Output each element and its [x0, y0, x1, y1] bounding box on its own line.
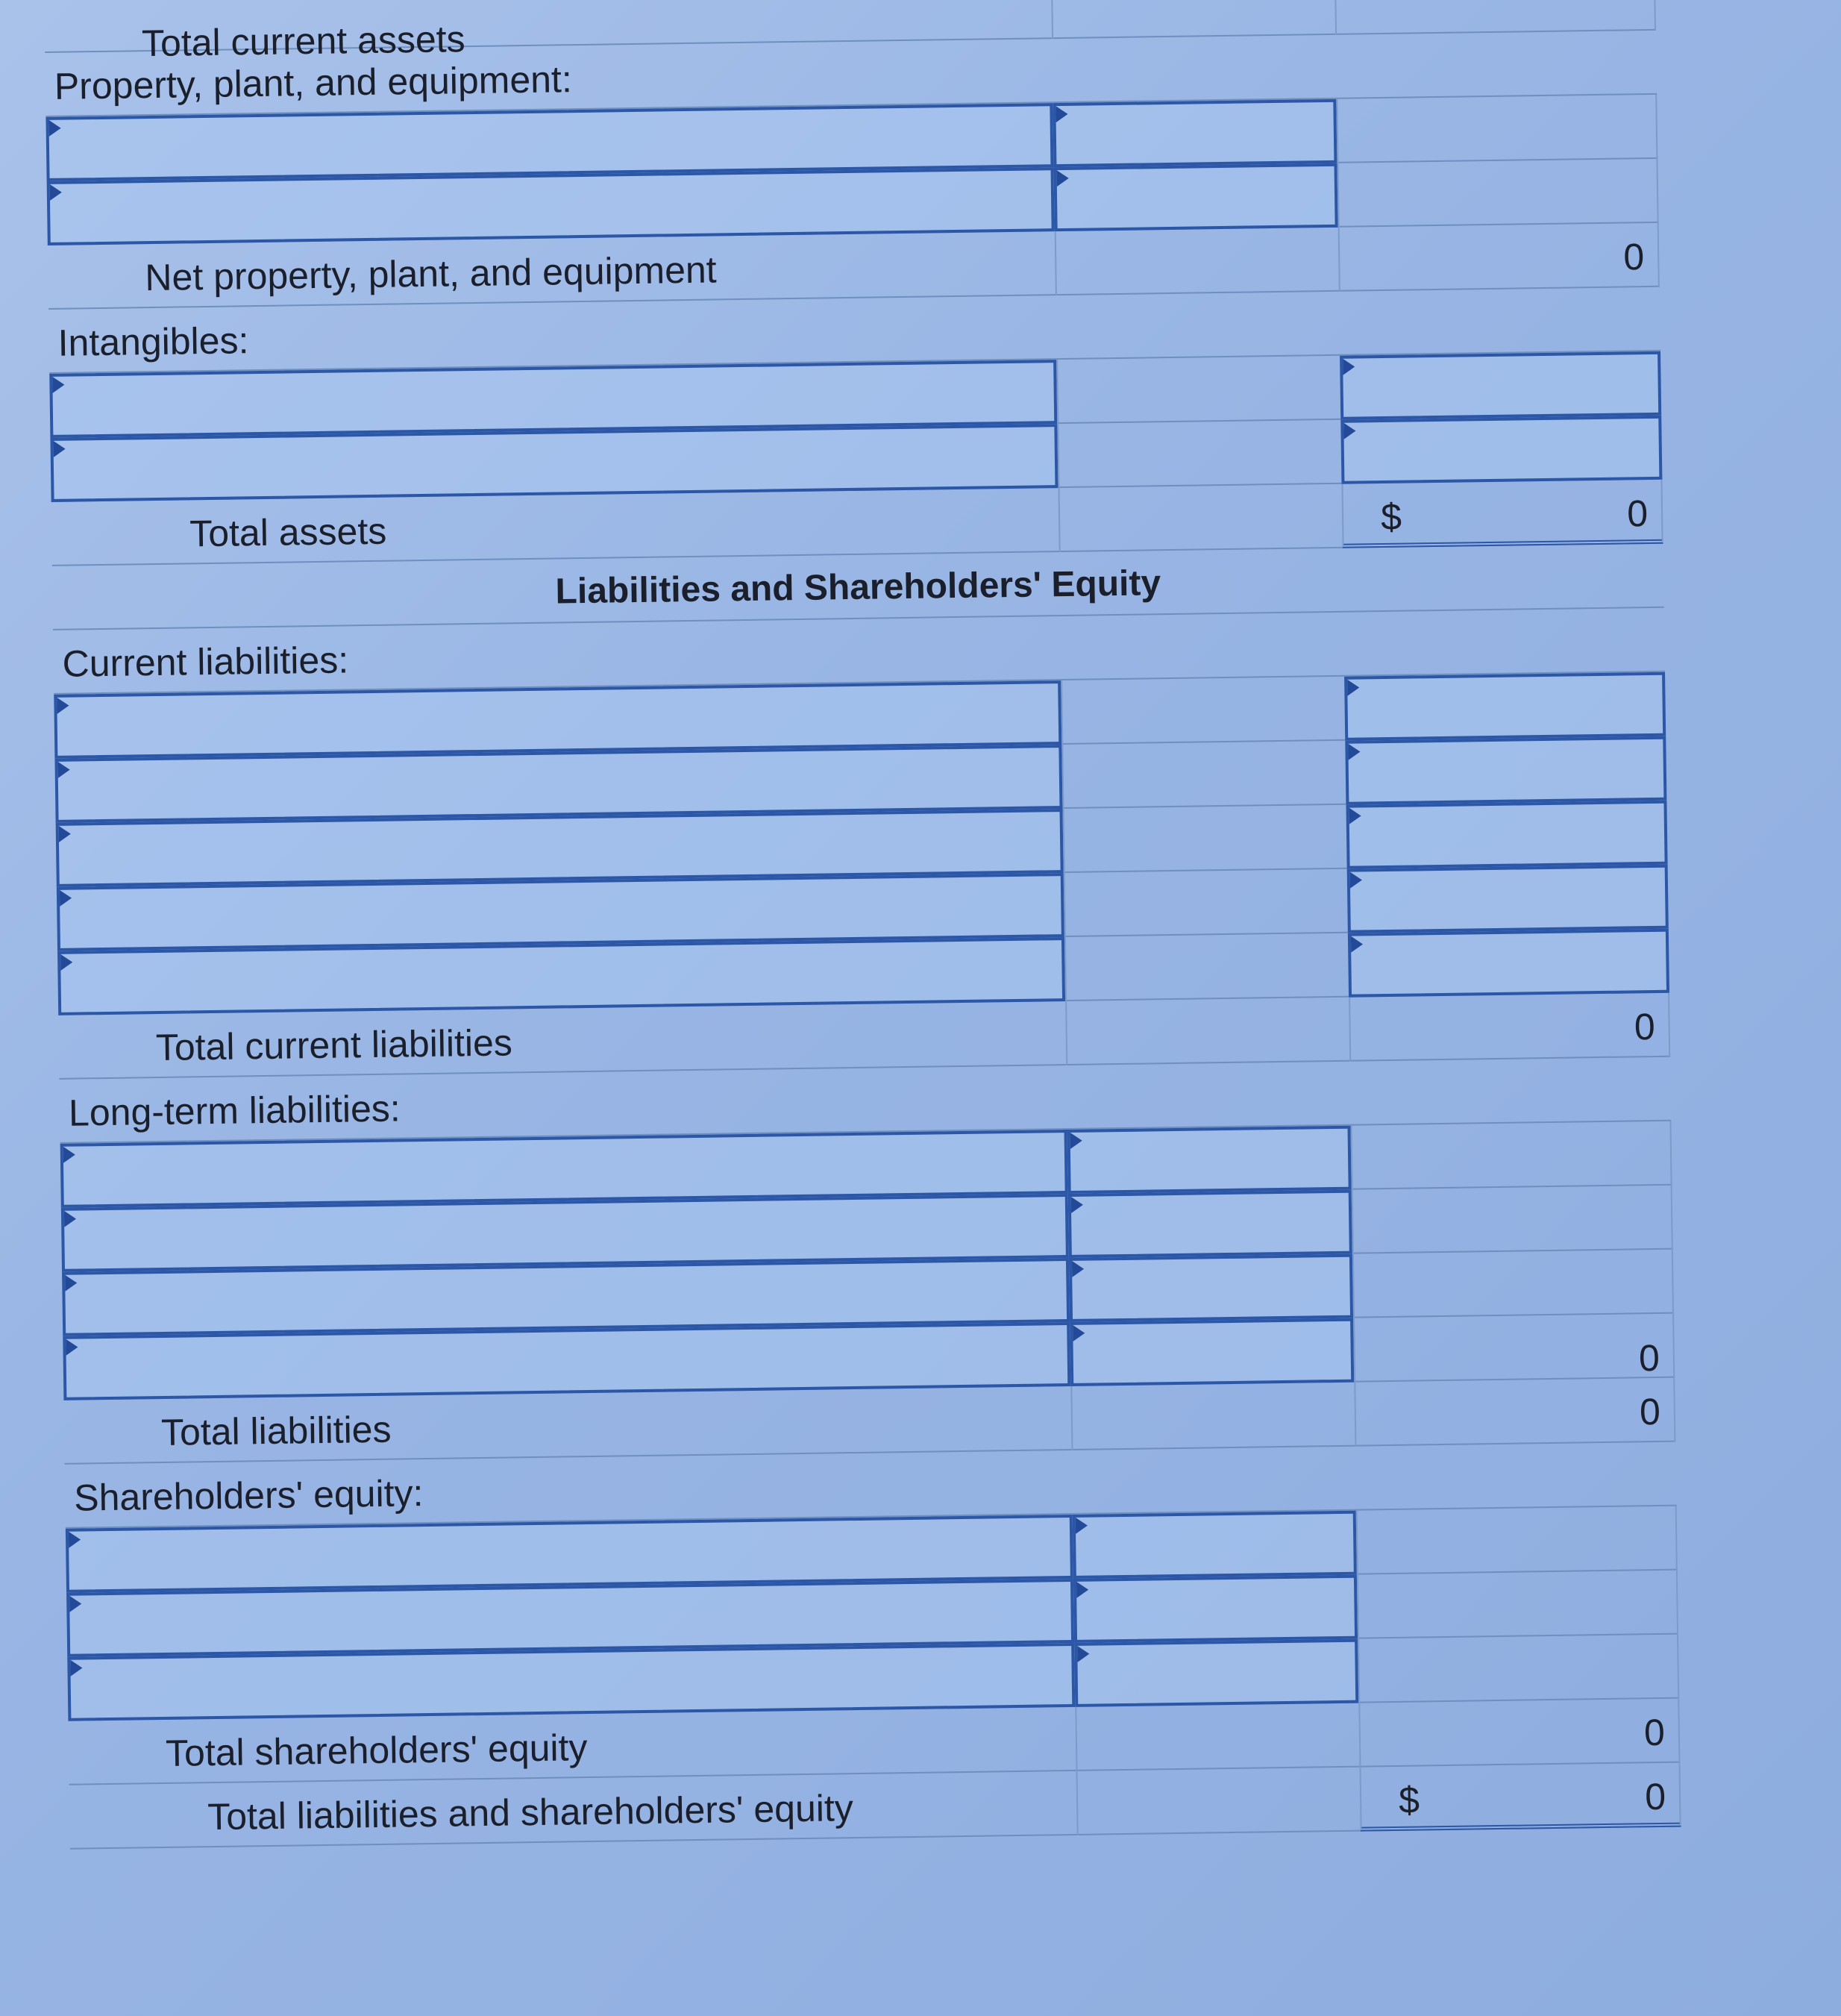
- equity-amount-dropdown[interactable]: [1073, 1575, 1358, 1643]
- ppe-total-cell: [1337, 159, 1658, 228]
- intangibles-heading: Intangibles:: [57, 319, 249, 364]
- current-liability-amount-dropdown[interactable]: [1347, 865, 1669, 933]
- total-shareholders-equity-value: 0: [1643, 1711, 1666, 1754]
- total-assets-col2: [1341, 480, 1663, 548]
- total-liabilities-equity-label: Total liabilities and shareholders' equity: [207, 1787, 854, 1838]
- current-liability-amount-dropdown[interactable]: [1344, 672, 1666, 741]
- total-current-liabilities-label: Total current liabilities: [155, 1021, 513, 1069]
- total-liabilities-value: 0: [1639, 1390, 1661, 1433]
- equity-col2: [1358, 1635, 1679, 1703]
- long-term-liability-col2: [1352, 1186, 1673, 1254]
- total-current-assets-col1: [1051, 0, 1335, 39]
- total-liabilities-label: Total liabilities: [160, 1408, 392, 1454]
- total-current-liabilities-col1: [1065, 998, 1349, 1065]
- long-term-liabilities-subtotal-value: 0: [1638, 1336, 1660, 1380]
- total-assets-value: 0: [1626, 492, 1649, 535]
- current-liability-amount-dropdown[interactable]: [1345, 736, 1666, 805]
- equity-amount-dropdown[interactable]: [1073, 1511, 1357, 1579]
- intangibles-amount-dropdown[interactable]: [1340, 351, 1661, 420]
- long-term-liability-col2: [1350, 1121, 1672, 1190]
- current-liability-col1: [1064, 869, 1348, 937]
- ppe-amount-dropdown[interactable]: [1053, 99, 1337, 167]
- current-liability-col1: [1064, 933, 1349, 1001]
- liabilities-equity-header: Liabilities and Shareholders' Equity: [555, 563, 1161, 612]
- long-term-liability-amount-dropdown[interactable]: [1070, 1318, 1354, 1386]
- long-term-liability-amount-dropdown[interactable]: [1067, 1126, 1352, 1194]
- ppe-amount-dropdown[interactable]: [1053, 163, 1337, 231]
- ppe-heading: Property, plant, and equipment:: [54, 58, 573, 107]
- total-assets-currency: $: [1380, 495, 1402, 539]
- current-liability-amount-dropdown[interactable]: [1348, 929, 1669, 998]
- current-liabilities-heading: Current liabilities:: [62, 639, 349, 685]
- current-liability-col1: [1061, 677, 1345, 745]
- total-shareholders-equity-label: Total shareholders' equity: [165, 1727, 588, 1774]
- equity-amount-dropdown[interactable]: [1074, 1639, 1358, 1707]
- total-liabilities-col2: [1354, 1378, 1675, 1447]
- long-term-liability-amount-dropdown[interactable]: [1069, 1254, 1353, 1322]
- net-ppe-value: 0: [1623, 236, 1645, 278]
- current-liability-amount-dropdown[interactable]: [1346, 801, 1667, 869]
- total-shareholders-equity-col2: [1358, 1699, 1680, 1768]
- total-liabilities-equity-col1: [1076, 1768, 1361, 1835]
- total-assets-label: Total assets: [189, 510, 387, 555]
- current-liability-col1: [1061, 741, 1346, 809]
- total-liabilities-equity-col2: [1359, 1763, 1681, 1832]
- total-liabilities-equity-value: 0: [1644, 1775, 1666, 1818]
- long-term-liability-amount-dropdown[interactable]: [1068, 1190, 1352, 1258]
- equity-col2: [1356, 1506, 1678, 1575]
- balance-sheet-form: [45, 19, 1682, 1936]
- long-term-liability-col2: [1353, 1314, 1675, 1383]
- total-assets-col1: [1058, 484, 1342, 552]
- intangibles-col1: [1056, 356, 1340, 424]
- net-ppe-label: Net property, plant, and equipment: [145, 248, 717, 299]
- net-ppe-col2: [1338, 223, 1660, 292]
- net-ppe-col1: [1055, 228, 1339, 295]
- shareholders-equity-heading: Shareholders' equity:: [73, 1472, 424, 1519]
- ppe-total-cell: [1336, 95, 1657, 163]
- equity-col2: [1357, 1571, 1678, 1639]
- intangibles-col1: [1057, 420, 1341, 488]
- total-current-assets-label: Total current assets: [141, 18, 465, 65]
- total-shareholders-equity-col1: [1075, 1703, 1359, 1771]
- total-liabilities-equity-currency: $: [1398, 1779, 1420, 1821]
- long-term-liability-col2: [1352, 1250, 1674, 1318]
- current-liability-col1: [1063, 805, 1347, 873]
- total-current-liabilities-value: 0: [1634, 1005, 1656, 1048]
- total-liabilities-col1: [1070, 1383, 1355, 1450]
- total-current-liabilities-col2: [1349, 993, 1670, 1062]
- total-current-assets-col2: [1335, 0, 1656, 35]
- long-term-liabilities-heading: Long-term liabilities:: [68, 1087, 401, 1134]
- intangibles-amount-dropdown[interactable]: [1340, 416, 1662, 484]
